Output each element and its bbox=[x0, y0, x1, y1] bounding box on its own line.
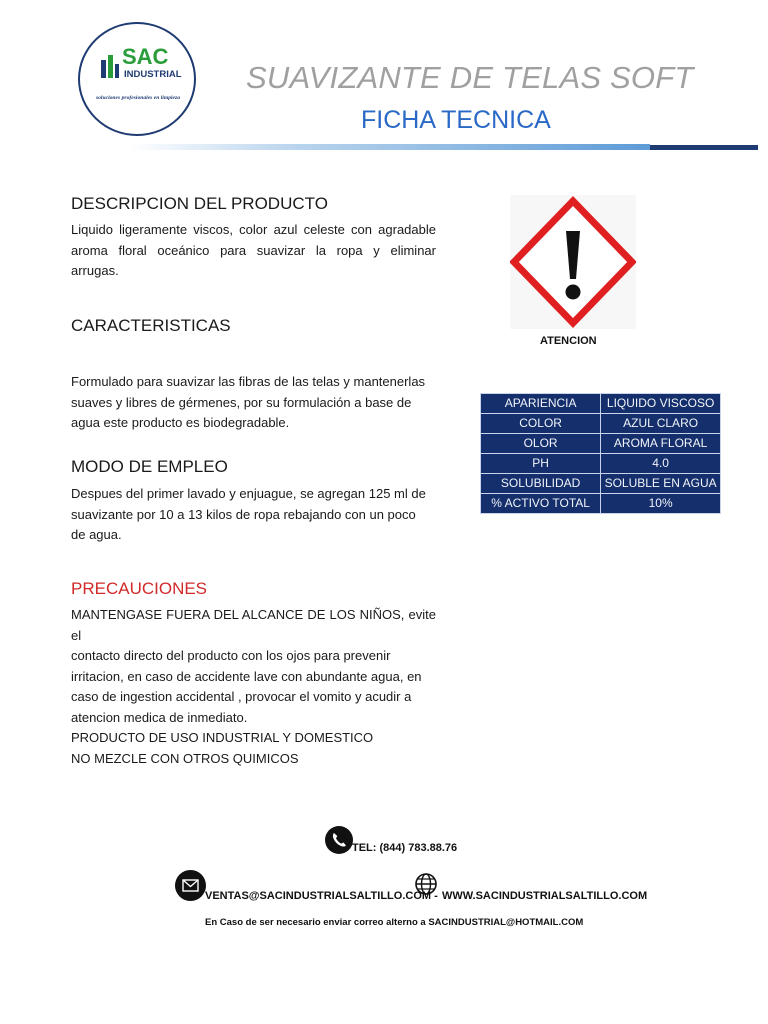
body-line: agua este producto es biodegradable. bbox=[71, 415, 290, 430]
document-subtitle: FICHA TECNICA bbox=[361, 106, 551, 134]
body-line: contacto directo del producto con los ojos para prevenir bbox=[71, 648, 391, 663]
header-rule bbox=[130, 144, 650, 150]
footer-email-address[interactable]: VENTAS@SACINDUSTRIALSALTILLO.COM bbox=[205, 890, 432, 902]
section-body-descripcion bbox=[71, 220, 436, 282]
table-row bbox=[481, 454, 721, 474]
document-title: SUAVIZANTE DE TELAS SOFT bbox=[246, 60, 694, 95]
table-row bbox=[481, 394, 721, 414]
table-row bbox=[481, 494, 721, 514]
property-value: 4.0 bbox=[601, 454, 721, 474]
section-body-caracteristicas bbox=[71, 372, 436, 434]
property-name: SOLUBILIDAD bbox=[481, 474, 601, 494]
body-line: atencion medica de inmediato. bbox=[71, 709, 248, 725]
property-value: AROMA FLORAL bbox=[601, 434, 721, 454]
header-rule-accent bbox=[650, 145, 758, 150]
body-line: caso de ingestion accidental , provocar el vomito y acudir a bbox=[71, 689, 412, 704]
property-value: LIQUIDO VISCOSO bbox=[601, 394, 721, 414]
section-heading-caracteristicas: CARACTERISTICAS bbox=[71, 316, 231, 335]
globe-icon bbox=[414, 872, 438, 896]
company-logo bbox=[78, 22, 196, 136]
section-heading-precauciones: PRECAUCIONES bbox=[71, 579, 208, 598]
body-line: suavizante por 10 a 13 kilos de ropa rebajando con un poco bbox=[71, 506, 416, 522]
hazard-label: ATENCION bbox=[540, 335, 597, 347]
section-body-precauciones bbox=[71, 605, 436, 769]
body-line: Formulado para suavizar las fibras de las telas y mantenerlas bbox=[71, 374, 426, 389]
body-line: PRODUCTO DE USO INDUSTRIAL Y DOMESTICO bbox=[71, 730, 374, 745]
table-row bbox=[481, 414, 721, 434]
property-name: COLOR bbox=[481, 414, 601, 434]
exclamation-warning-icon bbox=[510, 195, 636, 329]
phone-icon bbox=[325, 826, 353, 854]
footer-email[interactable] bbox=[205, 889, 438, 903]
body-line: arrugas. bbox=[71, 263, 119, 278]
email-icon bbox=[175, 870, 206, 901]
logo-brand-line2: INDUSTRIAL bbox=[124, 69, 182, 80]
properties-table bbox=[480, 393, 721, 514]
section-heading-modo-empleo: MODO DE EMPLEO bbox=[71, 457, 228, 476]
body-line: NO MEZCLE CON OTROS QUIMICOS bbox=[71, 750, 299, 766]
property-name: % ACTIVO TOTAL bbox=[481, 494, 601, 514]
footer-separator: - bbox=[434, 890, 438, 902]
footer-website[interactable]: WWW.SACINDUSTRIALSALTILLO.COM bbox=[442, 890, 648, 902]
section-heading-descripcion: DESCRIPCION DEL PRODUCTO bbox=[71, 194, 328, 213]
property-name: APARIENCIA bbox=[481, 394, 601, 414]
table-row bbox=[481, 474, 721, 494]
body-line: irritacion, en caso de accidente lave con abundante agua, en bbox=[71, 668, 422, 684]
footer-note: En Caso de ser necesario enviar correo alterno a SACINDUSTRIAL@HOTMAIL.COM bbox=[205, 917, 584, 928]
logo-tagline: soluciones profesionales en limpieza bbox=[95, 95, 181, 101]
footer-phone: TEL: (844) 783.88.76 bbox=[352, 842, 458, 854]
body-line: aroma floral oceánico para suavizar la ropa y eliminar bbox=[71, 242, 436, 258]
body-line: MANTENGASE FUERA DEL ALCANCE DE LOS NIÑOS, evite el bbox=[71, 607, 436, 643]
body-line: Liquido ligeramente viscos, color azul celeste con agradable bbox=[71, 222, 436, 237]
logo-brand: SAC bbox=[122, 44, 169, 69]
section-body-modo-empleo bbox=[71, 484, 436, 546]
body-line: Despues del primer lavado y enjuague, se agregan 125 ml de bbox=[71, 486, 426, 501]
body-line: suaves y libres de gérmenes, por su formulación a base de bbox=[71, 394, 412, 410]
logo-building-icon bbox=[100, 52, 120, 78]
property-value: 10% bbox=[601, 494, 721, 514]
property-name: PH bbox=[481, 454, 601, 474]
table-row bbox=[481, 434, 721, 454]
property-value: AZUL CLARO bbox=[601, 414, 721, 434]
property-name: OLOR bbox=[481, 434, 601, 454]
property-value: SOLUBLE EN AGUA bbox=[601, 474, 721, 494]
body-line: de agua. bbox=[71, 527, 122, 542]
